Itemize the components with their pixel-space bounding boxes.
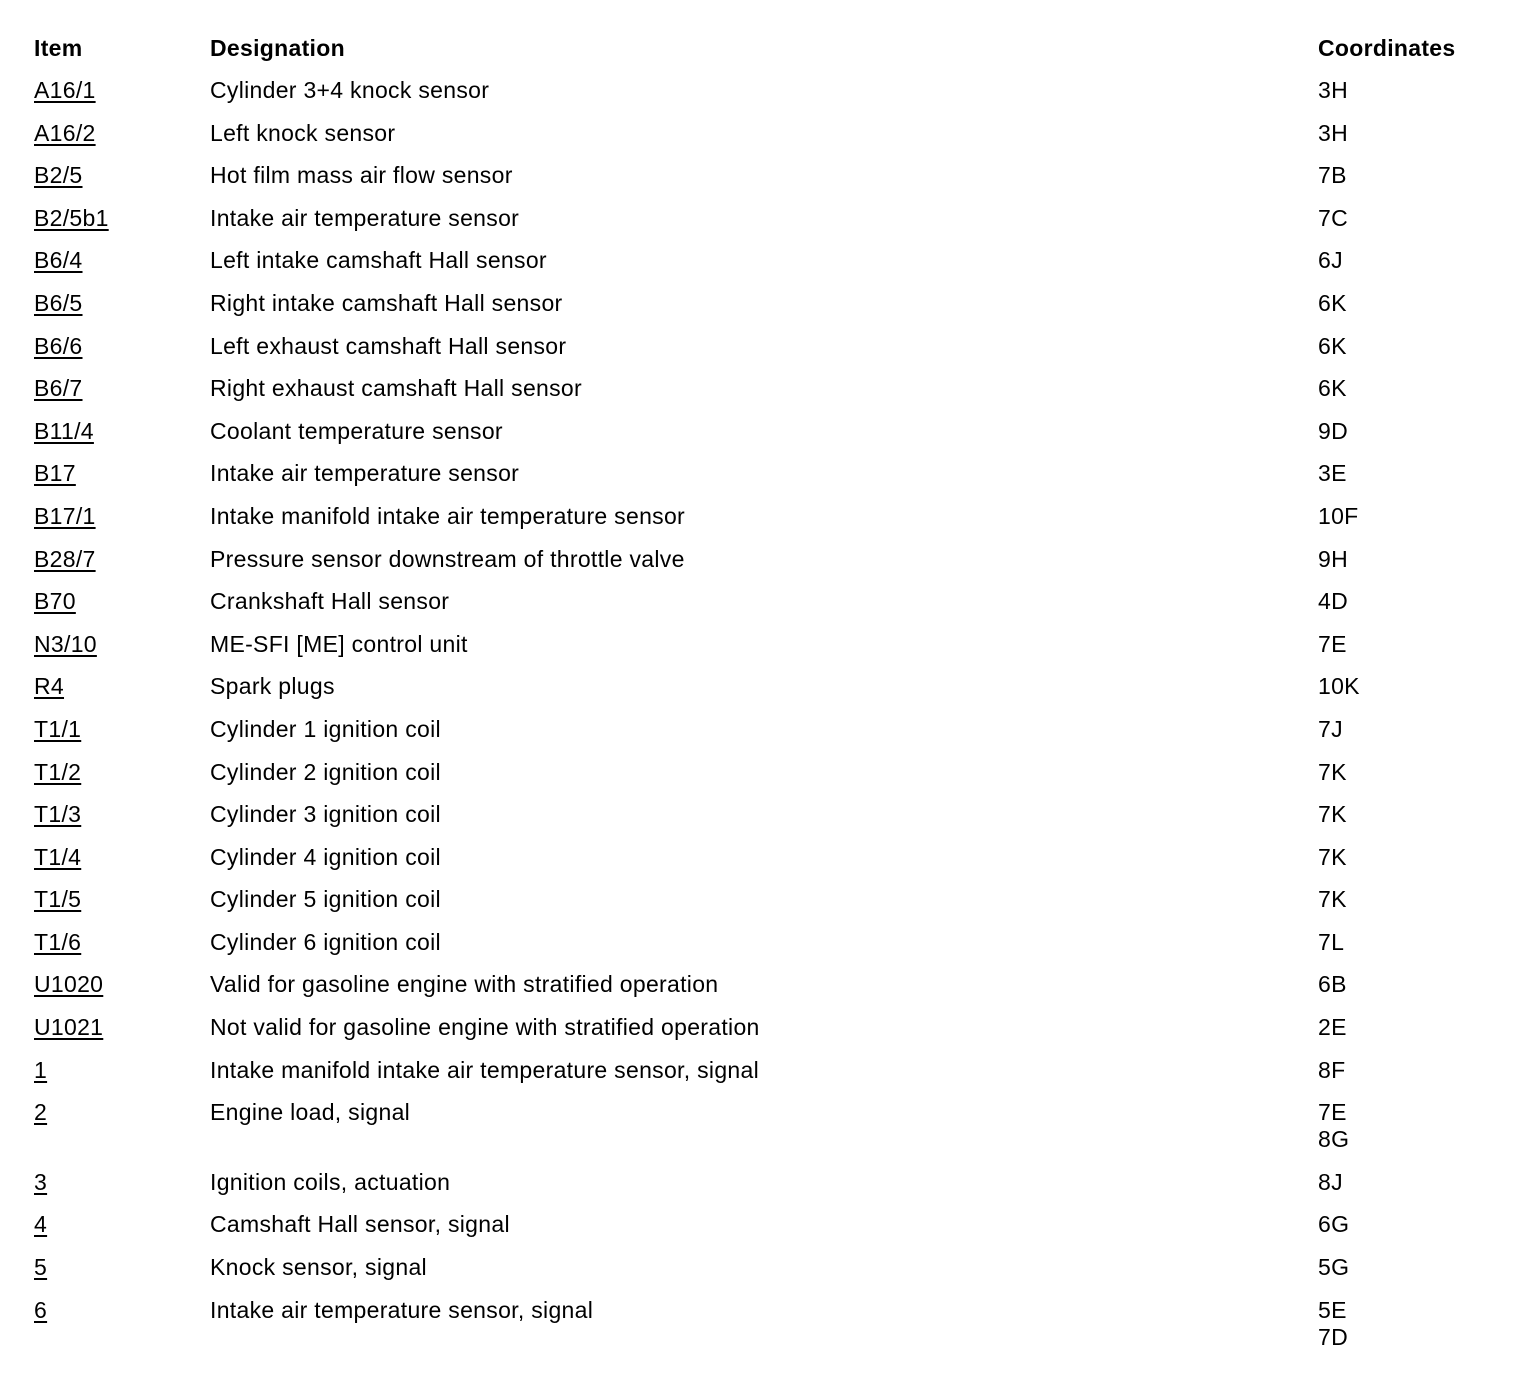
designation-cell: Right exhaust camshaft Hall sensor [210, 375, 582, 402]
item-link[interactable]: 5 [34, 1254, 48, 1281]
designation-cell: Intake manifold intake air temperature sensor [210, 502, 686, 529]
item-link[interactable]: B2/5b1 [34, 204, 109, 231]
item-cell [34, 70, 210, 113]
item-link[interactable]: 2 [34, 1099, 48, 1126]
coordinate-value: 7K [1318, 843, 1347, 870]
table-row [34, 752, 1494, 795]
item-cell [34, 368, 210, 411]
table-row [34, 496, 1494, 539]
item-link[interactable]: U1020 [34, 971, 104, 998]
designation-cell: Hot film mass air flow sensor [210, 162, 513, 189]
coordinates-cell [1318, 240, 1494, 283]
item-link[interactable]: B6/4 [34, 247, 83, 274]
designation-cell: Intake manifold intake air temperature sensor, signal [210, 1056, 760, 1083]
table-row [34, 1290, 1494, 1360]
item-cell [34, 1247, 210, 1290]
coordinates-cell [1318, 964, 1494, 1007]
table-row [34, 964, 1494, 1007]
item-column-header: Item [34, 35, 83, 61]
table-row [34, 1092, 1494, 1162]
designation-cell: Left knock sensor [210, 119, 396, 146]
item-link[interactable]: T1/3 [34, 801, 82, 828]
table-row [34, 1162, 1494, 1205]
designation-cell: Cylinder 3 ignition coil [210, 801, 441, 828]
designation-cell: Cylinder 2 ignition coil [210, 758, 441, 785]
coordinates-cell [1318, 539, 1494, 582]
item-link[interactable]: U1021 [34, 1014, 104, 1041]
table-row [34, 666, 1494, 709]
coordinate-value: 7E [1318, 630, 1347, 657]
designation-cell: ME-SFI [ME] control unit [210, 630, 468, 657]
table-row [34, 240, 1494, 283]
designation-column-header: Designation [210, 35, 345, 61]
coordinate-value: 7E [1318, 1099, 1347, 1126]
item-cell [34, 411, 210, 454]
coordinate-value: 7J [1318, 715, 1343, 742]
coordinate-value: 10K [1318, 673, 1360, 700]
coordinate-value: 5E [1318, 1296, 1347, 1323]
coordinates-cell [1318, 411, 1494, 454]
item-link[interactable]: T1/1 [34, 715, 82, 742]
item-cell [34, 666, 210, 709]
item-link[interactable]: B28/7 [34, 545, 96, 572]
coordinates-cell [1318, 113, 1494, 156]
item-link[interactable]: T1/2 [34, 758, 82, 785]
coordinate-value: 7B [1318, 162, 1347, 189]
coordinates-cell [1318, 666, 1494, 709]
item-link[interactable]: R4 [34, 673, 65, 700]
item-link[interactable]: N3/10 [34, 630, 97, 657]
designation-cell: Left exhaust camshaft Hall sensor [210, 332, 567, 359]
item-cell [34, 496, 210, 539]
item-cell [34, 198, 210, 241]
item-link[interactable]: B6/7 [34, 375, 83, 402]
item-link[interactable]: B6/6 [34, 332, 83, 359]
coordinates-cell [1318, 922, 1494, 965]
item-link[interactable]: B6/5 [34, 289, 83, 316]
coordinates-cell [1318, 1092, 1494, 1162]
item-cell [34, 155, 210, 198]
header-row [34, 28, 1494, 70]
item-cell [34, 837, 210, 880]
designation-cell: Not valid for gasoline engine with stratified operation [210, 1014, 760, 1041]
coordinates-cell [1318, 1290, 1494, 1360]
coordinate-value: 4D [1318, 588, 1349, 615]
coordinate-value: 10F [1318, 502, 1359, 529]
item-cell [34, 1162, 210, 1205]
item-link[interactable]: B17/1 [34, 502, 96, 529]
coordinates-cell [1318, 283, 1494, 326]
coordinate-value: 6K [1318, 375, 1347, 402]
item-cell [34, 879, 210, 922]
designation-cell: Crankshaft Hall sensor [210, 588, 450, 615]
coordinates-column-header: Coordinates [1318, 35, 1456, 61]
item-cell [34, 283, 210, 326]
item-link[interactable]: B2/5 [34, 162, 83, 189]
item-cell [34, 624, 210, 667]
table-row [34, 922, 1494, 965]
table-row [34, 1050, 1494, 1093]
coordinates-cell [1318, 1247, 1494, 1290]
coordinates-cell [1318, 496, 1494, 539]
item-link[interactable]: T1/5 [34, 886, 82, 913]
coordinates-cell [1318, 453, 1494, 496]
table-row [34, 326, 1494, 369]
item-link[interactable]: 6 [34, 1296, 48, 1323]
designation-cell: Spark plugs [210, 673, 335, 700]
coordinates-cell [1318, 1204, 1494, 1247]
designation-cell: Ignition coils, actuation [210, 1168, 451, 1195]
table-row [34, 70, 1494, 113]
designation-cell: Valid for gasoline engine with stratified operation [210, 971, 719, 998]
table-row [34, 709, 1494, 752]
item-link[interactable]: A16/2 [34, 119, 96, 146]
coordinates-cell [1318, 581, 1494, 624]
designation-cell: Right intake camshaft Hall sensor [210, 289, 563, 316]
coordinates-cell [1318, 1007, 1494, 1050]
item-cell [34, 752, 210, 795]
table-row [34, 411, 1494, 454]
table-row [34, 113, 1494, 156]
coordinate-value: 5G [1318, 1254, 1350, 1281]
item-cell [34, 240, 210, 283]
item-cell [34, 1092, 210, 1162]
coordinate-value: 8F [1318, 1056, 1346, 1083]
item-link[interactable]: 3 [34, 1168, 48, 1195]
table-row [34, 198, 1494, 241]
coordinates-cell [1318, 326, 1494, 369]
coordinate-value: 8J [1318, 1168, 1343, 1195]
item-link[interactable]: T1/4 [34, 843, 82, 870]
component-legend [34, 28, 1494, 1359]
item-cell [34, 113, 210, 156]
item-link[interactable]: B11/4 [34, 417, 94, 444]
coordinate-value: 7L [1318, 928, 1345, 955]
table-row [34, 1247, 1494, 1290]
designation-cell: Intake air temperature sensor [210, 204, 520, 231]
coordinate-value: 6K [1318, 289, 1347, 316]
item-cell [34, 453, 210, 496]
coordinates-cell [1318, 155, 1494, 198]
table-row [34, 581, 1494, 624]
coordinates-cell [1318, 1162, 1494, 1205]
item-cell [34, 922, 210, 965]
coordinates-cell [1318, 368, 1494, 411]
item-link[interactable]: 4 [34, 1211, 48, 1238]
item-link[interactable]: T1/6 [34, 928, 82, 955]
designation-cell: Intake air temperature sensor [210, 460, 520, 487]
table-row [34, 368, 1494, 411]
coordinates-cell [1318, 837, 1494, 880]
designation-cell: Cylinder 6 ignition coil [210, 928, 441, 955]
coordinate-value: 7D [1318, 1323, 1349, 1350]
designation-cell: Left intake camshaft Hall sensor [210, 247, 547, 274]
designation-cell: Cylinder 3+4 knock sensor [210, 77, 490, 103]
item-cell [34, 1050, 210, 1093]
designation-cell: Cylinder 5 ignition coil [210, 886, 441, 913]
coordinate-value: 6B [1318, 971, 1347, 998]
coordinates-cell [1318, 752, 1494, 795]
item-link[interactable]: A16/1 [34, 77, 96, 103]
designation-cell: Camshaft Hall sensor, signal [210, 1211, 510, 1238]
designation-cell: Intake air temperature sensor, signal [210, 1296, 594, 1323]
coordinate-value: 7C [1318, 204, 1349, 231]
coordinate-value: 7K [1318, 801, 1347, 828]
item-link[interactable]: B17 [34, 460, 76, 487]
coordinate-value: 3H [1318, 77, 1349, 103]
table-row [34, 794, 1494, 837]
item-cell [34, 539, 210, 582]
table-row [34, 837, 1494, 880]
coordinates-cell [1318, 198, 1494, 241]
coordinates-cell [1318, 879, 1494, 922]
coordinate-value: 9D [1318, 417, 1349, 444]
item-cell [34, 326, 210, 369]
legend-rows [34, 70, 1494, 1359]
table-row [34, 155, 1494, 198]
coordinate-value: 3E [1318, 460, 1347, 487]
table-row [34, 879, 1494, 922]
item-cell [34, 1007, 210, 1050]
coordinate-value: 2E [1318, 1014, 1347, 1041]
item-cell [34, 581, 210, 624]
item-link[interactable]: 1 [34, 1056, 48, 1083]
coordinates-cell [1318, 709, 1494, 752]
coordinates-cell [1318, 794, 1494, 837]
coordinate-value: 3H [1318, 119, 1349, 146]
coordinates-cell [1318, 1050, 1494, 1093]
coordinate-value: 6G [1318, 1211, 1350, 1238]
table-row [34, 283, 1494, 326]
item-cell [34, 794, 210, 837]
table-row [34, 624, 1494, 667]
designation-cell: Cylinder 4 ignition coil [210, 843, 441, 870]
legend-table [34, 28, 1494, 1359]
coordinates-cell [1318, 624, 1494, 667]
coordinate-value: 7K [1318, 758, 1347, 785]
table-row [34, 453, 1494, 496]
item-cell [34, 1204, 210, 1247]
item-cell [34, 964, 210, 1007]
item-link[interactable]: B70 [34, 588, 76, 615]
item-cell [34, 1290, 210, 1360]
item-cell [34, 709, 210, 752]
designation-cell: Coolant temperature sensor [210, 417, 503, 444]
table-row [34, 539, 1494, 582]
designation-cell: Pressure sensor downstream of throttle valve [210, 545, 685, 572]
coordinate-value: 8G [1318, 1126, 1350, 1153]
table-row [34, 1007, 1494, 1050]
coordinate-value: 9H [1318, 545, 1349, 572]
designation-cell: Engine load, signal [210, 1099, 411, 1126]
table-row [34, 1204, 1494, 1247]
coordinate-value: 7K [1318, 886, 1347, 913]
designation-cell: Cylinder 1 ignition coil [210, 715, 441, 742]
coordinates-cell [1318, 70, 1494, 113]
coordinate-value: 6K [1318, 332, 1347, 359]
designation-cell: Knock sensor, signal [210, 1254, 427, 1281]
coordinate-value: 6J [1318, 247, 1343, 274]
